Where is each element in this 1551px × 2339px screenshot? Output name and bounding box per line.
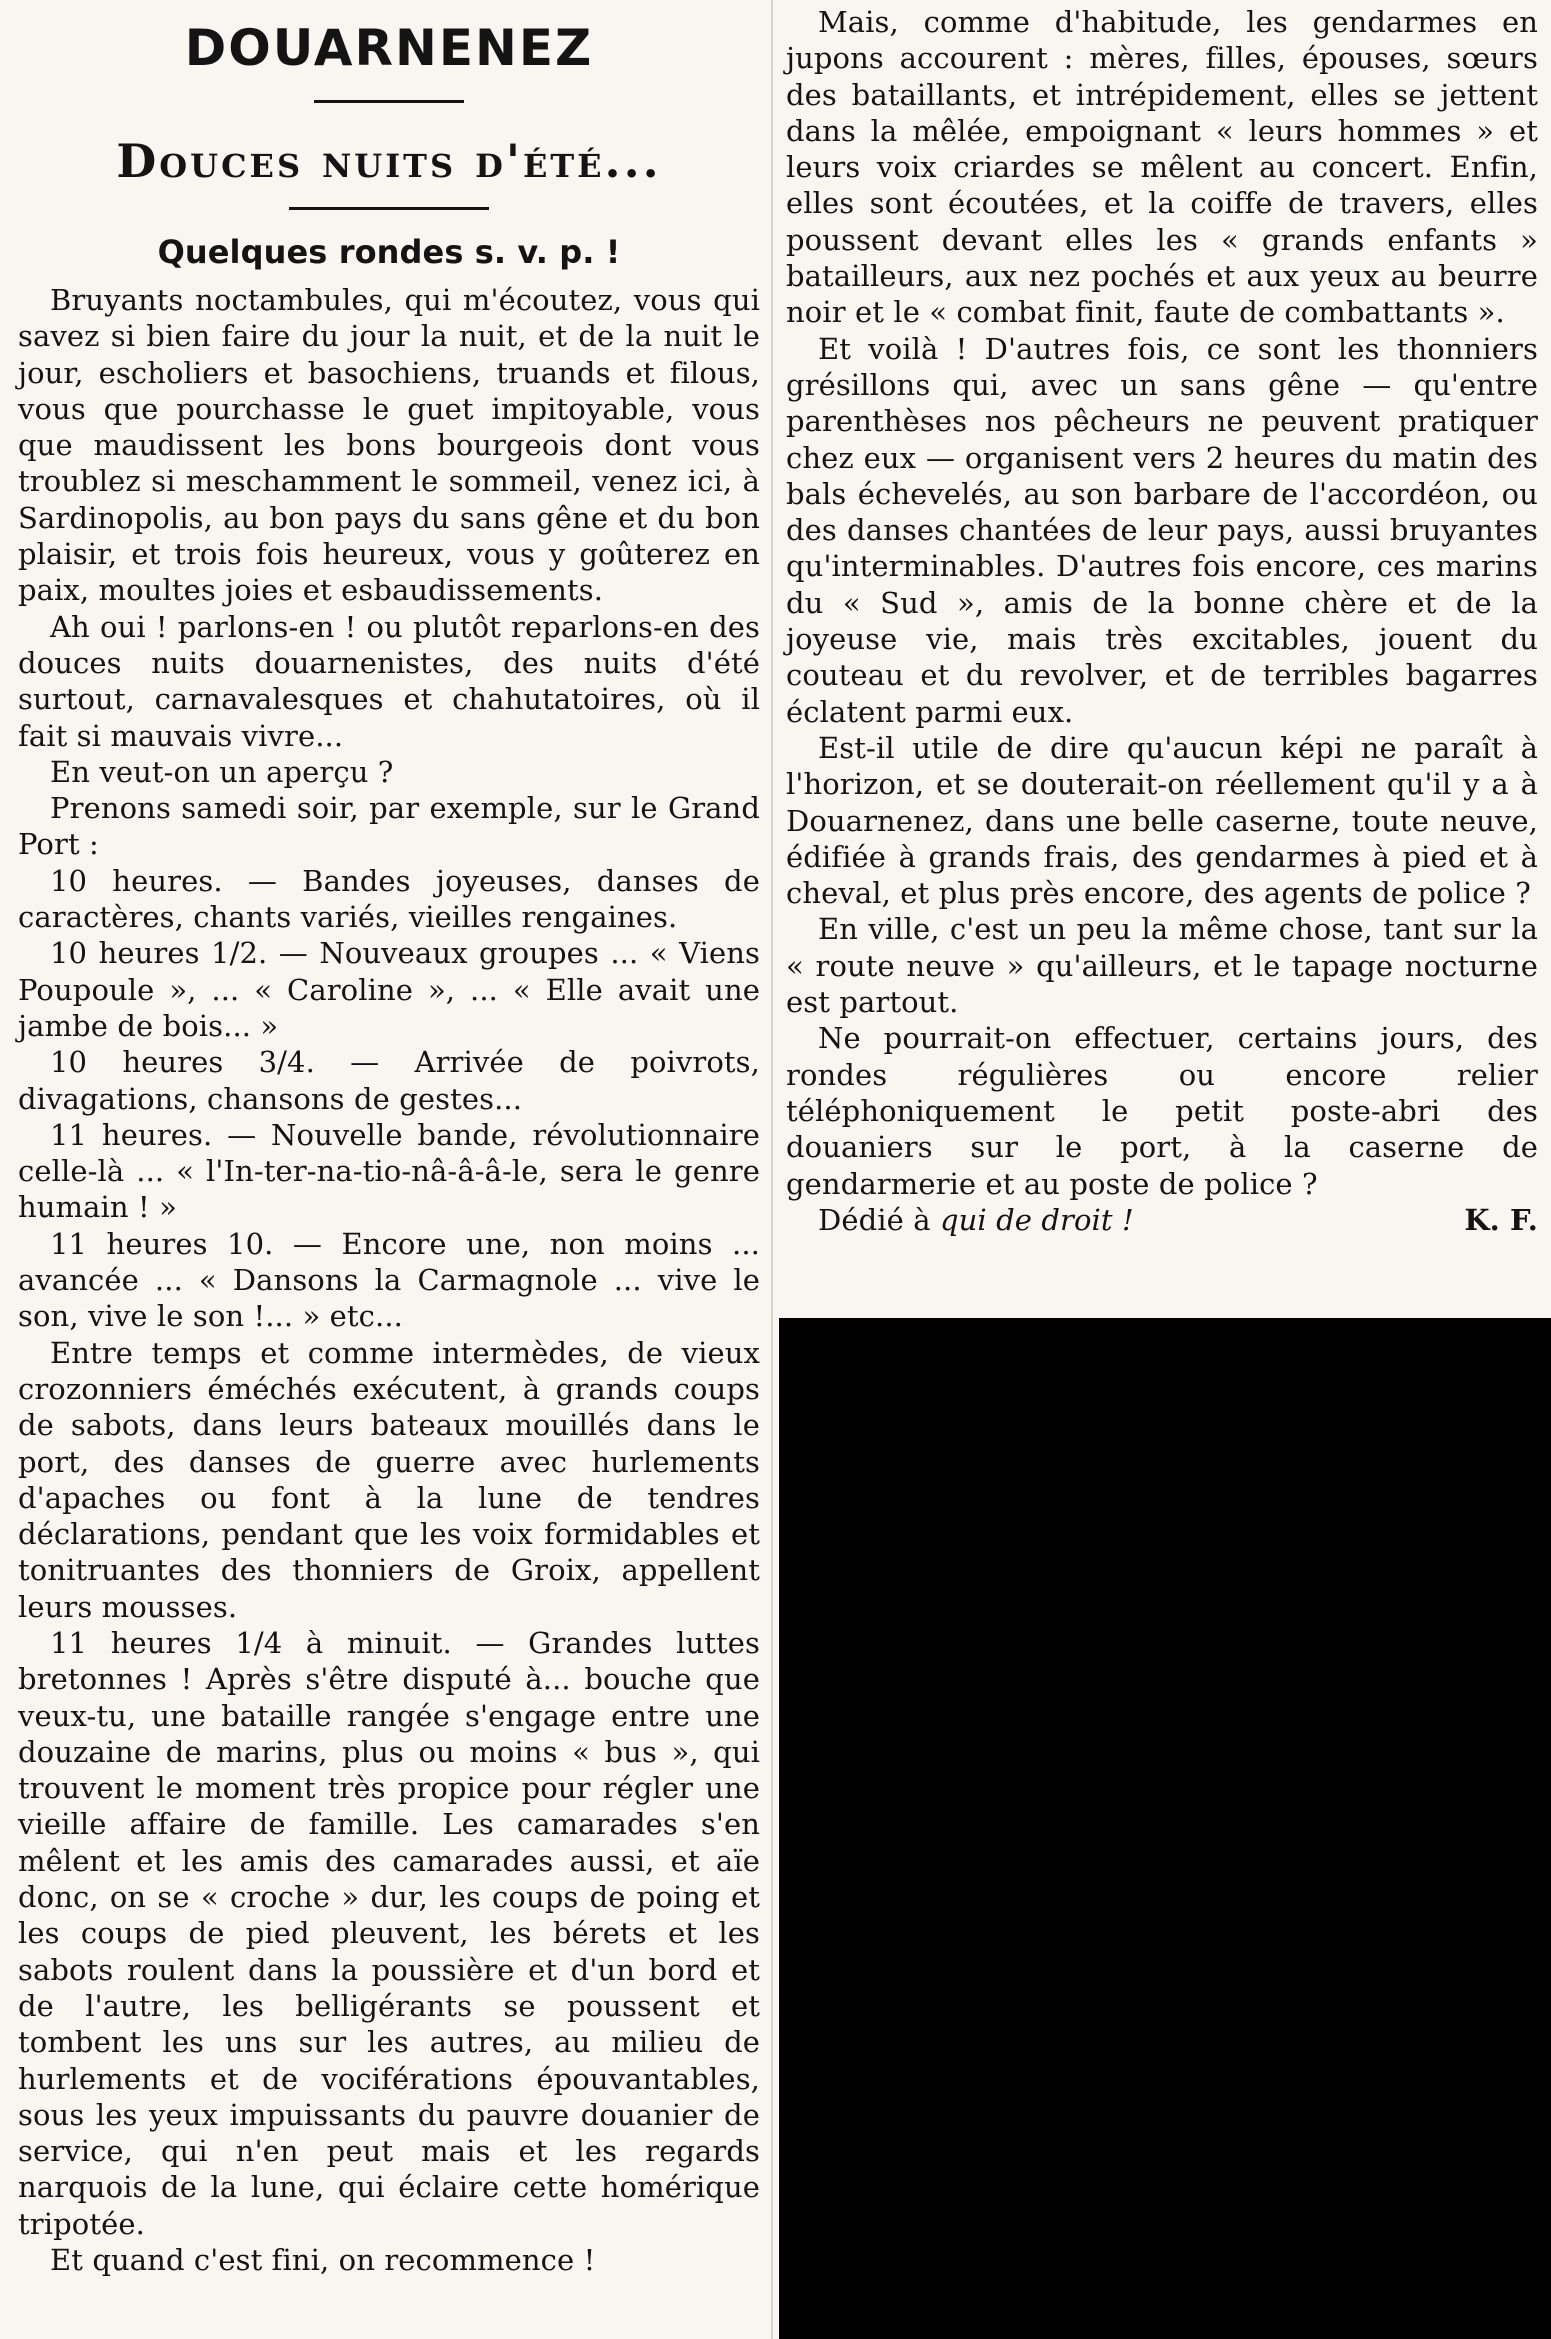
paragraph: Est-il utile de dire qu'aucun képi ne paraît à l'horizon, et se douterait-on réellement qu'il y a à Douarnenez, dans une belle caserne, toute neuve, édifiée à grands frais, des gendarmes à pied et à cheval, et plus près encore, des agents de police ? xyxy=(786,730,1538,911)
left-column xyxy=(18,0,760,2278)
paragraph: 10 heures 1/2. — Nouveaux groupes ... « Viens Poupoule », ... « Caroline », ... « Elle avait une jambe de bois... » xyxy=(18,936,760,1043)
paragraph: En ville, c'est un peu la même chose, tant sur la « route neuve » qu'ailleurs, et le tapage nocturne est partout. xyxy=(786,912,1538,1020)
paragraph: En veut-on un aperçu ? xyxy=(50,754,394,789)
paragraph: Ne pourrait-on effectuer, certains jours, des rondes régulières ou encore relier téléphoniquement le petit poste-abri des douaniers sur le port, à la caserne de gendarmerie et au poste de police ? xyxy=(786,1021,1538,1201)
dedication-emphasis: qui de droit ! xyxy=(939,1202,1134,1237)
subheading: Douces nuits d'été... xyxy=(116,134,662,188)
headline-rule xyxy=(314,100,464,103)
blank-area xyxy=(779,1318,1551,2339)
paragraph: 10 heures 3/4. — Arrivée de poivrots, divagations, chansons de gestes... xyxy=(18,1045,760,1116)
headline: DOUARNENEZ xyxy=(184,19,594,77)
paragraph: Et quand c'est fini, on recommence ! xyxy=(50,2243,596,2278)
dedication xyxy=(818,1202,1134,1238)
paragraph: 11 heures. — Nouvelle bande, révolutionnaire celle-là ... « l'In-ter-na-tio-nâ-â-â-le, sera le genre humain ! » xyxy=(18,1117,760,1225)
signature: K. F. xyxy=(1464,1202,1538,1237)
column-divider xyxy=(771,0,773,2339)
paragraph: Et voilà ! D'autres fois, ce sont les thonniers grésillons qui, avec un sans gêne — qu'entre parenthèses nos pêcheurs ne peuvent pratiquer chez eux — organisent vers 2 heures du matin des bals échevelés, au son barbare de l'accordéon, ou des danses chantées de leur pays, aussi bruyantes qu'interminables. D'autres fois encore, ces marins du « Sud », amis de la bonne chère et de la joyeuse vie, mais très excitables, jouent du couteau et du revolver, et de terribles bagarres éclatent parmi eux. xyxy=(786,331,1538,729)
paragraph: 11 heures 10. — Encore une, non moins ... avancée ... « Dansons la Carmagnole ... vive le son, vive le son !... » etc... xyxy=(18,1226,760,1334)
lede: Quelques rondes s. v. p. ! xyxy=(157,233,621,271)
paragraph: Ah oui ! parlons-en ! ou plutôt reparlons-en des douces nuits douarnenistes, des nuits d'été surtout, carnavalesques et chahutatoires, où il fait si mauvais vivre... xyxy=(18,609,760,753)
dedication-line xyxy=(786,1202,1538,1238)
paragraph: Prenons samedi soir, par exemple, sur le Grand Port : xyxy=(18,791,760,862)
paragraph: 11 heures 1/4 à minuit. — Grandes luttes bretonnes ! Après s'être disputé à... bouche que veux-tu, une bataille rangée s'engage entre une douzaine de marins, plus ou moins « bus », qui trouvent le moment très propice pour régler une vieille affaire de famille. Les camarades s'en mêlent et les amis des camarades aussi, et aïe donc, on se « croche » dur, les coups de poing et les coups de pied pleuvent, les bérets et les sabots roulent dans la poussière et d'un bord et de l'autre, les belligérants se poussent et tombent les uns sur les autres, au milieu de hurlements et de vociférations épouvantables, sous les yeux impuissants du pauvre douanier de service, qui n'en peut mais et les regards narquois de la lune, qui éclaire cette homérique tripotée. xyxy=(18,1625,760,2241)
right-column xyxy=(786,4,1538,1238)
paragraph: 10 heures. — Bandes joyeuses, danses de caractères, chants variés, vieilles rengaines. xyxy=(18,863,760,935)
dedication-prefix: Dédié à xyxy=(818,1202,940,1237)
subheading-rule xyxy=(289,207,489,210)
paragraph: Bruyants noctambules, qui m'écoutez, vous qui savez si bien faire du jour la nuit, et de la nuit le jour, escholiers et basochiens, truands et filous, vous que pourchasse le guet impitoyable, vous que maudissent les bons bourgeois dont vous troublez si meschamment le sommeil, venez ici, à Sardinopolis, au bon pays du sans gêne et du bon plaisir, et trois fois heureux, vous y goûterez en paix, moultes joies et esbaudissements. xyxy=(18,283,760,608)
paragraph: Entre temps et comme intermèdes, de vieux crozonniers éméchés exécutent, à grands coups de sabots, dans leurs bateaux mouillés dans le port, des danses de guerre avec hurlements d'apaches ou font à la lune de tendres déclarations, pendant que les voix formidables et tonitruantes des thonniers de Groix, appellent leurs mousses. xyxy=(18,1335,760,1624)
paragraph: Mais, comme d'habitude, les gendarmes en jupons accourent : mères, filles, épouses, sœurs des bataillants, et intrépidement, elles se jettent dans la mêlée, empoignant « leurs hommes » et leurs voix criardes se mêlent au concert. Enfin, elles sont écoutées, et la coiffe de travers, elles poussent devant elles les « grands enfants » batailleurs, aux nez pochés et aux yeux au beurre noir et le « combat finit, faute de combattants ». xyxy=(786,5,1538,330)
